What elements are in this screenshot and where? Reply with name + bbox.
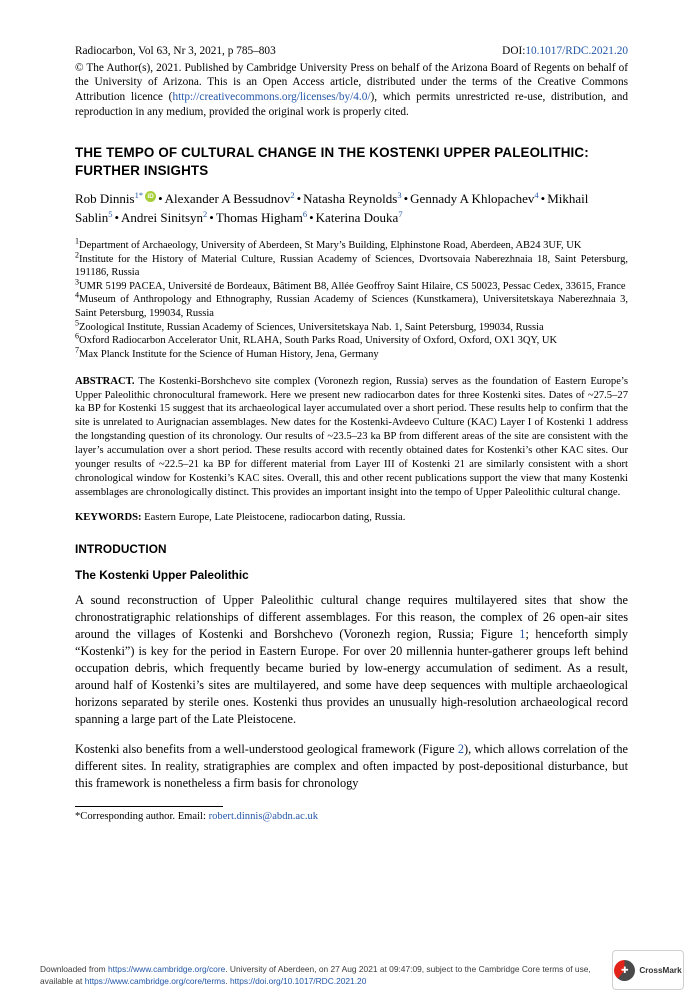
body-paragraph-1 <box>75 592 628 728</box>
author-affiliation-ref[interactable]: 7 <box>398 208 403 219</box>
abstract-text: The Kostenki-Borshchevo site complex (Voronezh region, Russia) serves as the foundation of Eastern Europe’s Upper Paleolithic chronocultural framework. Here we present new radiocarbon dates for three Kostenki sites. Dates of ~27.5–27 ka BP for Kostenki 15 suggest that its archaeological layer accumulated over a short period. These results help to confirm that the site is unrelated to Aurignacian assemblages. New dates for the Kostenki-Avdeevo Culture (KAC) Layer I of Kostenki 1 address the longstanding question of its chronology. Our results of ~23.5–23 ka BP from different areas of the site are consistent with the layer’s accumulation over a short period. These results accord with recently obtained dates for Kostenki’s other KAC sites. Our younger results of ~22.5–21 ka BP for different material from Layer III of Kostenki 21 are similarly consistent with a short chronological window for Kostenki’s KAC sites. Overall, this and other recent publications support the view that many Kostenki assemblages are chronologically distinct. This provides an important insight into the tempo of Upper Paleolithic cultural change. <box>75 375 628 498</box>
author-separator: • <box>209 210 214 226</box>
author-affiliation-ref[interactable]: 5 <box>108 208 113 219</box>
affiliation-text: Department of Archaeology, University of Aberdeen, St Mary’s Building, Elphinstone Road, Aberdeen, AB24 3UF, UK <box>79 239 582 251</box>
affiliation-number: 5 <box>75 318 79 328</box>
copyright-notice <box>75 61 628 120</box>
affiliation-number: 2 <box>75 250 79 260</box>
author-8 <box>316 210 403 225</box>
author-separator: • <box>309 210 314 226</box>
affiliation-7 <box>75 345 628 362</box>
author-1 <box>75 191 156 206</box>
author-name: Rob Dinnis <box>75 191 135 207</box>
keywords-text: Eastern Europe, Late Pleistocene, radiocarbon dating, Russia. <box>144 511 406 523</box>
affiliation-text: Institute for the History of Material Culture, Russian Academy of Sciences, Dvortsovaia Naberezhnaia 18, Saint Petersburg, 191186, Russia <box>75 253 628 279</box>
download-provenance-footer <box>40 963 592 988</box>
affiliation-2 <box>75 250 628 280</box>
footnote-text: *Corresponding author. Email: <box>75 811 209 823</box>
affiliation-4 <box>75 290 628 320</box>
paragraph-text: A sound reconstruction of Upper Paleolithic cultural change requires multilayered sites that show the chronostratigraphic relationships of different assemblages. For this reason, the complex of 26 open-air sites around the villages of Kostenki and Borshchevo (Voronezh region, Russia; Figure <box>75 593 628 642</box>
keywords <box>75 511 628 525</box>
affiliation-1 <box>75 236 628 253</box>
cambridge-core-link[interactable]: https://www.cambridge.org/core <box>107 963 226 974</box>
section-heading-introduction: INTRODUCTION <box>75 542 167 557</box>
footer-text: Downloaded from <box>40 963 108 974</box>
author-affiliation-ref[interactable]: 3 <box>397 189 402 200</box>
crossmark-icon <box>614 960 635 981</box>
affiliation-text: UMR 5199 PACEA, Université de Bordeaux, Bâtiment B8, Allée Geoffroy Saint Hilaire, CS 50023, Pessac Cedex, 33615, France <box>79 280 626 292</box>
affiliation-number: 6 <box>75 331 79 341</box>
paragraph-text: Kostenki also benefits from a well-understood geological framework (Figure <box>75 742 458 757</box>
footer-doi-link[interactable]: https://doi.org/10.1017/RDC.2021.20 <box>229 976 367 987</box>
author-4 <box>410 191 538 206</box>
affiliation-text: Oxford Radiocarbon Accelerator Unit, RLAHA, South Parks Road, University of Oxford, Oxford, OX1 3QY, UK <box>79 335 558 347</box>
author-2 <box>165 191 295 206</box>
email-link[interactable]: robert.dinnis@abdn.ac.uk <box>208 811 319 823</box>
journal-citation: Radiocarbon, Vol 63, Nr 3, 2021, p 785–803 <box>75 45 276 57</box>
author-name: Katerina Douka <box>315 210 399 226</box>
author-name: Alexander A Bessudnov <box>164 191 291 207</box>
author-affiliation-ref[interactable]: 4 <box>534 189 539 200</box>
author-name: Gennady A Khlopachev <box>410 191 535 207</box>
footnote-divider <box>75 806 223 807</box>
copyright-text-pre: © The Author(s), 2021. Published by Cambridge University Press on behalf of the Arizona Board of Regents on behalf of the University of Arizona. This is an Open Access article, distributed under the terms of the Creative Commons Attribution licence ( <box>75 61 628 104</box>
author-list <box>75 190 628 228</box>
affiliation-6 <box>75 331 628 348</box>
affiliation-3 <box>75 277 628 294</box>
keywords-label: KEYWORDS: <box>75 511 142 523</box>
paragraph-text: ; henceforth simply “Kostenki”) is key for the period in Eastern Europe. For over 20 millennia hunter-gatherer groups left behind occupation debris, which frequently became buried by low-energy accumulation of sediment. As a result, around half of Kostenki’s sites are multilayered, and some have deep sequences with multiple archaeological horizons separated by sterile ones. Kostenki thus provides an unusually high-resolution archaeological record spanning a large part of the Late Pleistocene. <box>75 627 628 727</box>
affiliation-number: 4 <box>75 290 79 300</box>
affiliation-text: Museum of Anthropology and Ethnography, Russian Academy of Sciences (Kunstkamera), Universitetskaya Naberezhnaia 3, Saint Petersburg, 199034, Russia <box>75 294 628 320</box>
doi-label: DOI: <box>502 45 526 57</box>
footer-text: . University of Aberdeen, on 27 Aug 2021 at 09:47:09, subject to the Cambridge Core terms of use, available at <box>40 963 591 987</box>
doi-link[interactable]: 10.1017/RDC.2021.20 <box>525 45 628 57</box>
affiliation-list <box>75 236 628 362</box>
subsection-heading-kostenki: The Kostenki Upper Paleolithic <box>75 568 249 583</box>
author-7 <box>216 210 307 225</box>
affiliation-text: Zoological Institute, Russian Academy of Sciences, Universitetskaya Nab. 1, Saint Petersburg, 199034, Russia <box>79 321 544 333</box>
abstract-label: ABSTRACT. <box>75 375 135 387</box>
affiliation-number: 3 <box>75 277 79 287</box>
paragraph-text: ), which allows correlation of the different sites. In reality, stratigraphies are complex and often impacted by post-depositional disturbance, but this framework is nonetheless a firm basis for chronology <box>75 742 628 791</box>
author-separator: • <box>403 191 409 207</box>
affiliation-5 <box>75 318 628 335</box>
affiliation-number: 7 <box>75 345 79 355</box>
corresponding-author-note <box>75 806 628 822</box>
figure-2-link[interactable]: 2 <box>457 742 464 757</box>
cc-license-link[interactable]: http://creativecommons.org/licenses/by/4.0/ <box>172 91 371 104</box>
author-separator: • <box>296 191 302 207</box>
orcid-icon[interactable]: iD <box>145 191 156 202</box>
body-paragraph-2 <box>75 741 628 792</box>
footer-text: . <box>225 976 230 987</box>
author-affiliation-ref[interactable]: 2 <box>203 208 208 219</box>
author-name: Mikhail Sablin <box>75 191 589 226</box>
author-separator: • <box>114 210 120 226</box>
abstract <box>75 375 628 500</box>
author-name: Natasha Reynolds <box>303 191 398 207</box>
author-6 <box>121 210 207 225</box>
author-affiliation-ref[interactable]: 1* <box>134 189 144 200</box>
cambridge-terms-link[interactable]: https://www.cambridge.org/core/terms <box>84 976 226 987</box>
author-separator: • <box>540 191 546 207</box>
crossmark-badge[interactable] <box>612 950 684 990</box>
author-name: Thomas Higham <box>215 210 303 226</box>
figure-1-link[interactable]: 1 <box>519 627 526 642</box>
article-title: THE TEMPO OF CULTURAL CHANGE IN THE KOSTENKI UPPER PALEOLITHIC: FURTHER INSIGHTS <box>75 144 589 178</box>
author-name: Andrei Sinitsyn <box>121 210 204 226</box>
page-header <box>75 44 628 59</box>
affiliation-number: 1 <box>75 236 79 246</box>
affiliation-text: Max Planck Institute for the Science of Human History, Jena, Germany <box>79 349 379 361</box>
author-affiliation-ref[interactable]: 6 <box>302 208 308 219</box>
crossmark-label: CrossMark <box>639 965 682 975</box>
copyright-text-post: ), which permits unrestricted re-use, distribution, and reproduction in any medium, provided the original work is properly cited. <box>75 91 628 119</box>
author-affiliation-ref[interactable]: 2 <box>290 189 295 200</box>
author-separator: • <box>158 191 163 207</box>
author-3 <box>303 191 401 206</box>
doi <box>502 44 628 59</box>
